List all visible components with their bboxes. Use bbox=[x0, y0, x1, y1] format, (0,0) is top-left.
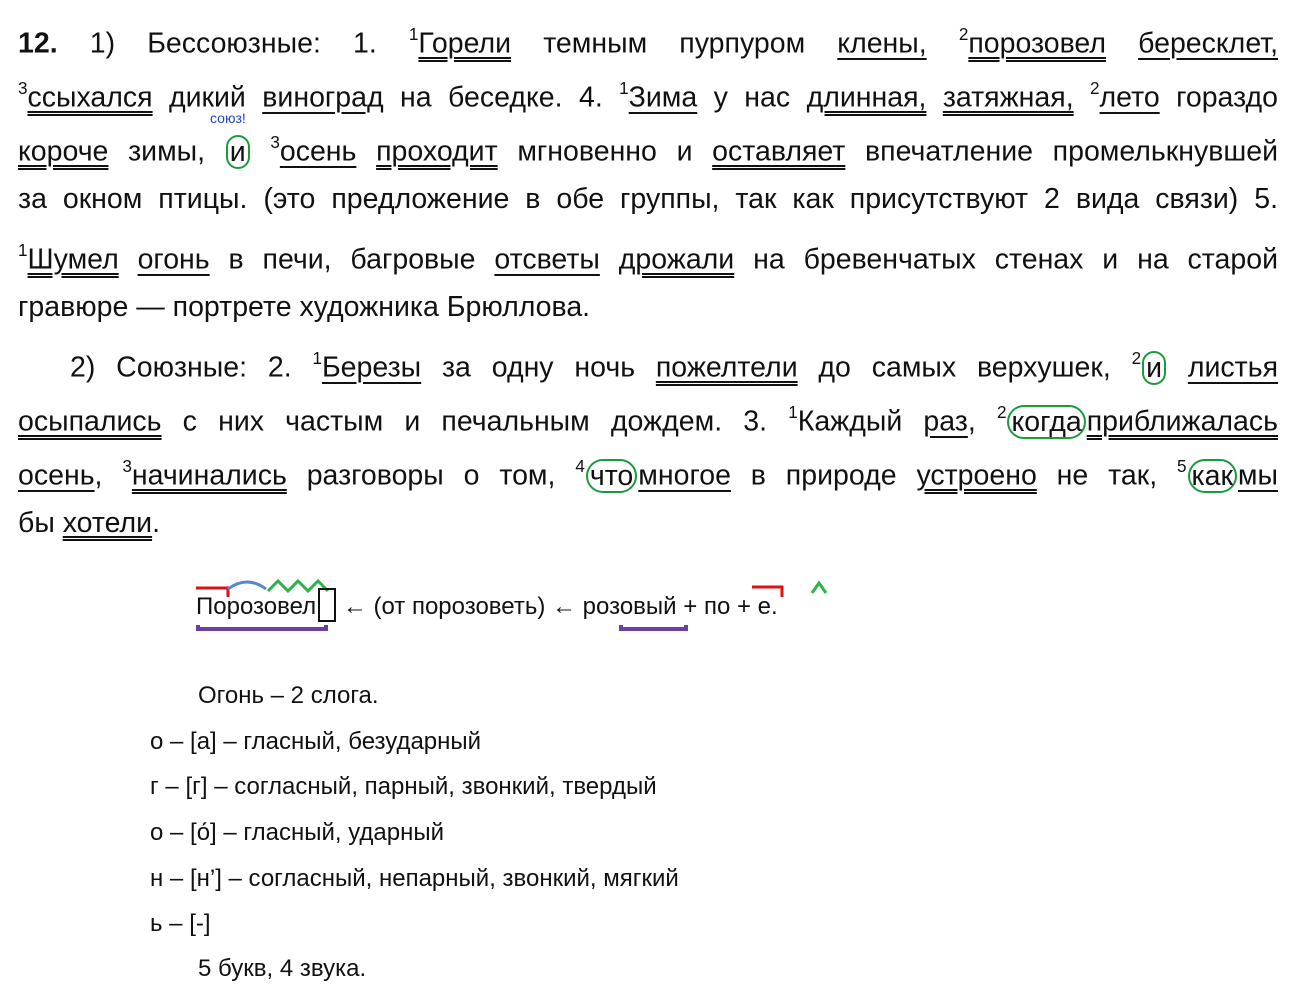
morph-suffix: е. bbox=[757, 593, 778, 620]
morph-word: Порозовел bbox=[196, 593, 317, 620]
text-fragment: дикий bbox=[152, 81, 263, 114]
predicate: Горели bbox=[418, 27, 512, 60]
subject: клены, bbox=[837, 27, 927, 60]
clause-number: 2 bbox=[1131, 349, 1142, 368]
phonetic-summary: 5 букв, 4 звука. bbox=[198, 955, 367, 982]
clause-number: 1 bbox=[312, 349, 322, 368]
subject: Зима bbox=[628, 81, 698, 114]
predicate: дрожали bbox=[618, 243, 735, 276]
subject: раз bbox=[923, 405, 968, 438]
ending-box bbox=[318, 588, 336, 622]
morph-prefix: по bbox=[703, 593, 731, 620]
subject: виноград bbox=[262, 81, 384, 114]
predicate: осыпались bbox=[18, 405, 162, 438]
plus-sign: + bbox=[676, 593, 704, 620]
text-fragment: за одну ночь bbox=[421, 351, 656, 384]
predicate: пожелтели bbox=[655, 351, 798, 384]
text-fragment: на беседке. 4. bbox=[383, 81, 603, 114]
subject: многое bbox=[638, 459, 731, 492]
phonetic-title: Огонь – 2 слога. bbox=[198, 682, 379, 709]
phonetic-row: о – [а] – гласный, безударный bbox=[150, 728, 482, 755]
suffix-mark bbox=[812, 583, 826, 593]
phonetic-row: н – [н’] – согласный, непарный, звонкий, мягкий bbox=[150, 865, 679, 892]
subject: Березы bbox=[321, 351, 422, 384]
task-number: 12. bbox=[18, 27, 58, 60]
text-fragment: зимы, bbox=[108, 135, 225, 168]
text-fragment: , bbox=[94, 459, 123, 492]
predicate: ссыхался bbox=[27, 81, 153, 114]
text-line-4: за окном птицы. (это предложение в обе группы, так как присутствуют 2 вида связи) 5. bbox=[18, 183, 1278, 215]
text-line-1 bbox=[18, 20, 1278, 61]
text-fragment: до самых верхушек, bbox=[797, 351, 1132, 384]
text-line-6: гравюре — портрете художника Брюллова. bbox=[18, 291, 591, 323]
clause-number: 4 bbox=[575, 457, 585, 476]
text-line-8 bbox=[18, 398, 1278, 439]
text-fragment: , bbox=[967, 405, 997, 438]
text-fragment: впечатление промелькнувшей bbox=[845, 135, 1278, 168]
morph-derivation: ← (от порозоветь) ← bbox=[342, 593, 583, 620]
text-fragment: в природе bbox=[730, 459, 917, 492]
plus-sign: + bbox=[730, 593, 758, 620]
text-fragment: с них частым и печальным дождем. 3. bbox=[161, 405, 768, 438]
predicate: начинались bbox=[131, 459, 287, 492]
stem-mark bbox=[621, 625, 686, 629]
predicate: хотели bbox=[62, 507, 153, 539]
predicate: проходит bbox=[376, 135, 498, 168]
clause-number: 1 bbox=[619, 79, 629, 98]
predicate: длинная, bbox=[806, 81, 927, 114]
subject: бересклет, bbox=[1138, 27, 1279, 60]
text-fragment: разговоры о том, bbox=[286, 459, 576, 492]
text-fragment: на бревенчатых стенах и на старой bbox=[734, 243, 1278, 276]
predicate: затяжная, bbox=[942, 81, 1074, 114]
text-fragment: в печи, багровые bbox=[209, 243, 495, 276]
predicate: приближалась bbox=[1086, 405, 1278, 438]
morph-base: розовый bbox=[582, 593, 677, 620]
text-line-5 bbox=[18, 236, 1278, 277]
clause-number: 2 bbox=[958, 25, 969, 44]
phonetic-row: о – [о́] – гласный, ударный bbox=[150, 819, 445, 846]
clause-number: 2 bbox=[996, 403, 1007, 422]
morphemic-line bbox=[196, 588, 778, 622]
predicate: короче bbox=[18, 135, 109, 168]
text-line-10 bbox=[18, 506, 1278, 540]
subject: отсветы bbox=[494, 243, 600, 276]
subject: листья bbox=[1187, 351, 1279, 384]
conjunction-circle: и bbox=[1142, 351, 1166, 385]
subject: мы bbox=[1237, 459, 1278, 492]
conjunction-circle: как bbox=[1188, 459, 1237, 493]
text-fragment: . bbox=[152, 507, 160, 539]
stem-mark bbox=[198, 625, 326, 629]
conjunction-circle: что bbox=[586, 459, 637, 493]
clause-number: 3 bbox=[18, 79, 28, 98]
predicate: оставляет bbox=[712, 135, 846, 168]
conjunction-circle: и bbox=[226, 135, 250, 169]
clause-number: 1 bbox=[408, 25, 419, 44]
clause-number: 3 bbox=[122, 457, 132, 476]
subject: осень bbox=[279, 135, 357, 168]
text-fragment: темным пурпуром bbox=[511, 27, 838, 60]
text-line-7 bbox=[70, 344, 1278, 385]
text-fragment: у нас bbox=[697, 81, 807, 114]
conjunction-note: союз! bbox=[210, 110, 246, 126]
text-fragment: гораздо bbox=[1159, 81, 1278, 114]
conjunction-circle: когда bbox=[1007, 405, 1085, 439]
subject: огонь bbox=[137, 243, 210, 276]
part1-label: 1) Бессоюзные: 1. bbox=[89, 27, 377, 60]
text-line-9 bbox=[18, 452, 1278, 493]
clause-number: 2 bbox=[1090, 79, 1100, 98]
predicate: устроено bbox=[916, 459, 1037, 492]
clause-number: 3 bbox=[270, 133, 280, 152]
phonetic-row: ь – [-] bbox=[150, 910, 211, 937]
text-fragment: Каждый bbox=[797, 405, 924, 438]
text-line-2 bbox=[18, 74, 1278, 115]
clause-number: 1 bbox=[788, 403, 798, 422]
part2-label: 2) Союзные: 2. bbox=[70, 351, 292, 384]
predicate: порозовел bbox=[968, 27, 1106, 60]
phonetic-row: г – [г] – согласный, парный, звонкий, твердый bbox=[150, 773, 657, 800]
subject: осень bbox=[18, 459, 95, 492]
text-fragment: бы bbox=[18, 507, 63, 539]
text-fragment: не так, bbox=[1036, 459, 1177, 492]
predicate: Шумел bbox=[27, 243, 119, 276]
clause-number: 1 bbox=[18, 241, 28, 260]
text-line-3 bbox=[18, 128, 1278, 169]
text-fragment: мгновенно и bbox=[497, 135, 713, 168]
clause-number: 5 bbox=[1176, 457, 1187, 476]
subject: лето bbox=[1099, 81, 1160, 114]
